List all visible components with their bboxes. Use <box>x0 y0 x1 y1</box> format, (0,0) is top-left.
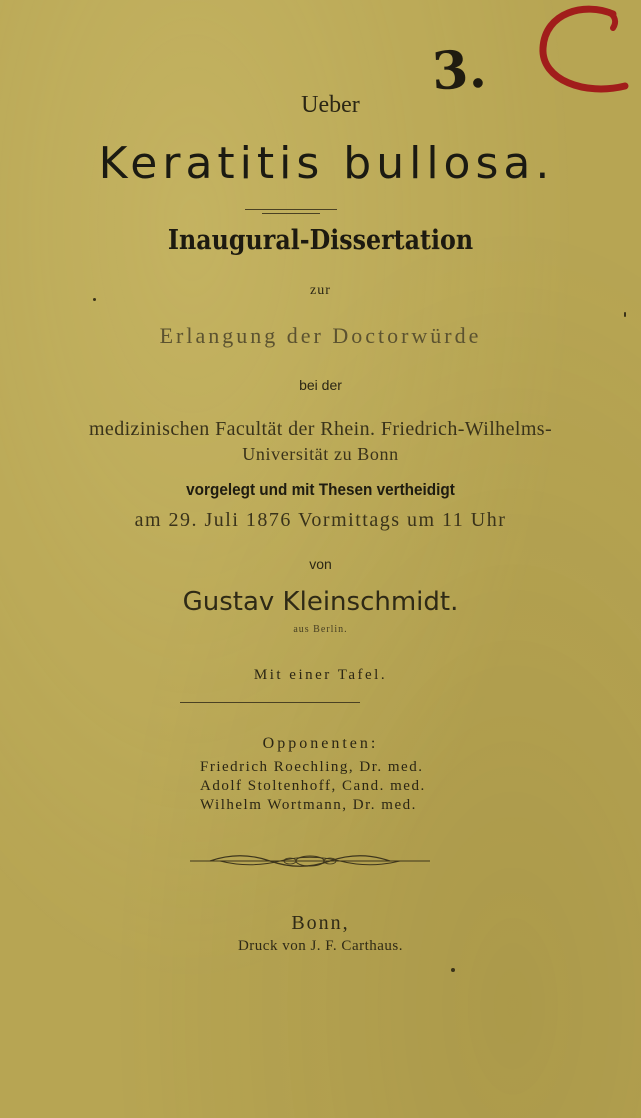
date-line: am 29. Juli 1876 Vormittags um 11 Uhr <box>134 509 507 531</box>
place-of-print: Bonn, <box>291 912 350 934</box>
paper-speck <box>451 968 455 972</box>
paper-speck <box>93 298 96 301</box>
faculty-line-1: medizinischen Facultät der Rhein. Friedrich-Wilhelms- <box>88 418 553 440</box>
title-divider-1 <box>245 209 337 210</box>
faculty-line-2: Universität zu Bonn <box>242 444 399 464</box>
document-type: Inaugural-Dissertation <box>167 225 474 256</box>
author-origin: aus Berlin. <box>293 624 348 635</box>
handwritten-corner-mark <box>525 0 641 100</box>
opponent-entry: Friedrich Roechling, Dr. med. <box>200 759 424 775</box>
ornamental-rule <box>190 848 430 874</box>
preposition-bei-der: bei der <box>299 377 342 393</box>
section-divider <box>180 702 360 703</box>
title-divider-2 <box>262 213 320 214</box>
opponents-list <box>200 758 426 815</box>
handwritten-number: 3. <box>430 38 488 103</box>
presented-line: vorgelegt und mit Thesen vertheidigt <box>186 480 455 499</box>
paper-speck <box>624 312 626 317</box>
author-name: Gustav Kleinschmidt. <box>182 587 459 617</box>
opponent-entry: Adolf Stoltenhoff, Cand. med. <box>200 778 426 794</box>
opponent-entry: Wilhelm Wortmann, Dr. med. <box>200 797 417 813</box>
pre-title: Ueber <box>301 92 360 118</box>
preposition-zur: zur <box>310 283 331 298</box>
purpose-line: Erlangung der Doctorwürde <box>159 323 482 348</box>
printer-line: Druck von J. F. Carthaus. <box>237 938 404 954</box>
dissertation-title: Keratitis bullosa. <box>98 138 555 189</box>
opponents-heading: Opponenten: <box>262 735 379 752</box>
preposition-von: von <box>309 556 332 572</box>
plate-note: Mit einer Tafel. <box>253 667 388 683</box>
